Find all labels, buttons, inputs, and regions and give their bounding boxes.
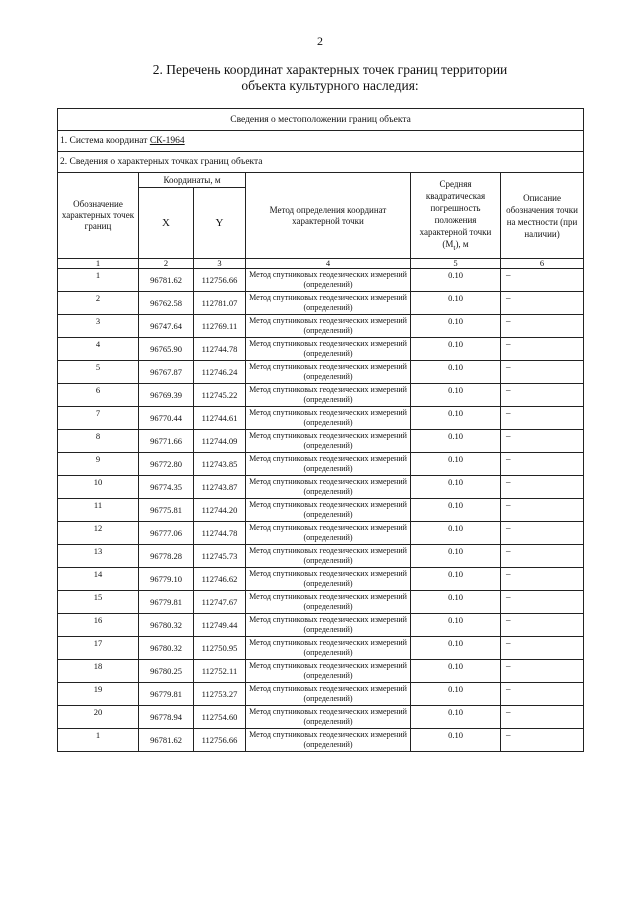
cell-x: 96781.62 [139,269,194,292]
section-header: Сведения о местоположении границ объекта [58,109,584,131]
cell-description: – [501,269,584,292]
cell-y: 112750.95 [194,637,246,660]
cell-description: – [501,729,584,752]
cell-point: 1 [58,269,139,292]
cell-method: Метод спутниковых геодезических измерений (определений) [246,683,411,706]
page-number: 2 [317,34,323,48]
cell-x: 96779.81 [139,591,194,614]
cell-x: 96774.35 [139,476,194,499]
cell-point: 11 [58,499,139,522]
title-line-2: объекта культурного наследия: [241,78,419,93]
table-row [58,499,584,522]
cell-description: – [501,591,584,614]
cell-description: – [501,476,584,499]
cell-accuracy: 0.10 [411,637,501,660]
cell-x: 96778.94 [139,706,194,729]
cell-point: 19 [58,683,139,706]
cell-y: 112747.67 [194,591,246,614]
cell-method: Метод спутниковых геодезических измерений (определений) [246,384,411,407]
table-row [58,660,584,683]
coord-system-label: 1. Система координат [60,136,148,146]
cell-point: 3 [58,315,139,338]
col-number: 5 [411,259,501,269]
cell-x: 96780.32 [139,637,194,660]
cell-x: 96779.81 [139,683,194,706]
cell-point: 9 [58,453,139,476]
cell-method: Метод спутниковых геодезических измерений (определений) [246,476,411,499]
col-number: 3 [194,259,246,269]
cell-method: Метод спутниковых геодезических измерений (определений) [246,453,411,476]
cell-description: – [501,407,584,430]
cell-description: – [501,568,584,591]
cell-x: 96780.25 [139,660,194,683]
cell-x: 96765.90 [139,338,194,361]
cell-description: – [501,384,584,407]
cell-method: Метод спутниковых геодезических измерений (определений) [246,522,411,545]
table-row [58,637,584,660]
cell-y: 112744.20 [194,499,246,522]
cell-description: – [501,545,584,568]
cell-point: 5 [58,361,139,384]
cell-accuracy: 0.10 [411,545,501,568]
cell-y: 112753.27 [194,683,246,706]
cell-accuracy: 0.10 [411,591,501,614]
cell-point: 6 [58,384,139,407]
column-numbers-row [58,259,584,269]
cell-description: – [501,453,584,476]
col-header-coords: Координаты, м [139,173,246,188]
document-title [110,62,550,94]
cell-description: – [501,292,584,315]
cell-x: 96775.81 [139,499,194,522]
table-row [58,407,584,430]
table-row [58,476,584,499]
col-header-point: Обозначение характерных точек границ [58,173,139,259]
cell-x: 96779.10 [139,568,194,591]
cell-x: 96777.06 [139,522,194,545]
table-row [58,706,584,729]
cell-accuracy: 0.10 [411,729,501,752]
cell-y: 112743.85 [194,453,246,476]
table-row [58,545,584,568]
cell-point: 20 [58,706,139,729]
cell-method: Метод спутниковых геодезических измерений (определений) [246,407,411,430]
cell-description: – [501,430,584,453]
cell-point: 2 [58,292,139,315]
cell-point: 1 [58,729,139,752]
cell-x: 96780.32 [139,614,194,637]
table-row [58,453,584,476]
cell-method: Метод спутниковых геодезических измерений (определений) [246,706,411,729]
cell-accuracy: 0.10 [411,407,501,430]
cell-method: Метод спутниковых геодезических измерений (определений) [246,430,411,453]
cell-accuracy: 0.10 [411,683,501,706]
cell-method: Метод спутниковых геодезических измерений (определений) [246,568,411,591]
cell-accuracy: 0.10 [411,292,501,315]
col-number: 4 [246,259,411,269]
cell-y: 112744.61 [194,407,246,430]
cell-point: 4 [58,338,139,361]
cell-y: 112746.24 [194,361,246,384]
table-row [58,522,584,545]
cell-y: 112743.87 [194,476,246,499]
coordinates-table [57,108,584,752]
cell-method: Метод спутниковых геодезических измерений (определений) [246,729,411,752]
table-row [58,683,584,706]
cell-y: 112756.66 [194,729,246,752]
cell-point: 16 [58,614,139,637]
cell-method: Метод спутниковых геодезических измерений (определений) [246,269,411,292]
cell-accuracy: 0.10 [411,499,501,522]
cell-y: 112752.11 [194,660,246,683]
coord-system-row [58,131,584,152]
cell-y: 112746.62 [194,568,246,591]
table-row [58,729,584,752]
cell-x: 96762.58 [139,292,194,315]
cell-description: – [501,637,584,660]
cell-y: 112745.22 [194,384,246,407]
cell-accuracy: 0.10 [411,522,501,545]
cell-x: 96778.28 [139,545,194,568]
cell-description: – [501,683,584,706]
col-header-y: Y [194,188,246,259]
col-number: 6 [501,259,584,269]
col-header-x: X [139,188,194,259]
cell-y: 112769.11 [194,315,246,338]
cell-description: – [501,338,584,361]
cell-description: – [501,522,584,545]
table-row [58,591,584,614]
cell-y: 112745.73 [194,545,246,568]
cell-y: 112756.66 [194,269,246,292]
cell-point: 12 [58,522,139,545]
cell-accuracy: 0.10 [411,269,501,292]
table-row [58,361,584,384]
table-row [58,430,584,453]
table-row [58,384,584,407]
col-header-accuracy: Средняя квадратическая погрешность положения характерной точки $(M_t)$, м [411,173,501,259]
cell-x: 96781.62 [139,729,194,752]
points-header: 2. Сведения о характерных точках границ объекта [58,152,584,173]
cell-x: 96769.39 [139,384,194,407]
coord-system-name: СК-1964 [149,136,185,146]
title-line-1: 2. Перечень координат характерных точек границ территории [152,62,508,77]
col-number: 1 [58,259,139,269]
cell-description: – [501,361,584,384]
cell-x: 96767.87 [139,361,194,384]
cell-point: 10 [58,476,139,499]
cell-accuracy: 0.10 [411,614,501,637]
cell-point: 15 [58,591,139,614]
cell-accuracy: 0.10 [411,453,501,476]
cell-accuracy: 0.10 [411,430,501,453]
cell-method: Метод спутниковых геодезических измерений (определений) [246,614,411,637]
cell-description: – [501,315,584,338]
cell-accuracy: 0.10 [411,568,501,591]
cell-method: Метод спутниковых геодезических измерений (определений) [246,545,411,568]
cell-method: Метод спутниковых геодезических измерений (определений) [246,591,411,614]
table-row [58,292,584,315]
cell-description: – [501,706,584,729]
cell-point: 7 [58,407,139,430]
cell-method: Метод спутниковых геодезических измерений (определений) [246,361,411,384]
col-header-description: Описание обозначения точки на местности (при наличии) [501,173,584,259]
cell-y: 112781.07 [194,292,246,315]
cell-method: Метод спутниковых геодезических измерений (определений) [246,338,411,361]
cell-point: 17 [58,637,139,660]
cell-description: – [501,614,584,637]
cell-method: Метод спутниковых геодезических измерений (определений) [246,660,411,683]
cell-accuracy: 0.10 [411,315,501,338]
cell-y: 112749.44 [194,614,246,637]
cell-method: Метод спутниковых геодезических измерений (определений) [246,499,411,522]
cell-accuracy: 0.10 [411,384,501,407]
cell-accuracy: 0.10 [411,361,501,384]
cell-method: Метод спутниковых геодезических измерений (определений) [246,637,411,660]
table-row [58,614,584,637]
cell-x: 96772.80 [139,453,194,476]
cell-accuracy: 0.10 [411,660,501,683]
cell-description: – [501,499,584,522]
cell-x: 96747.64 [139,315,194,338]
cell-accuracy: 0.10 [411,338,501,361]
cell-point: 18 [58,660,139,683]
cell-point: 8 [58,430,139,453]
cell-y: 112744.09 [194,430,246,453]
cell-method: Метод спутниковых геодезических измерений (определений) [246,315,411,338]
cell-point: 14 [58,568,139,591]
cell-accuracy: 0.10 [411,706,501,729]
table-row [58,269,584,292]
cell-x: 96771.66 [139,430,194,453]
table-row [58,338,584,361]
cell-description: – [501,660,584,683]
cell-y: 112744.78 [194,338,246,361]
table-row [58,315,584,338]
cell-point: 13 [58,545,139,568]
table-row [58,568,584,591]
col-number: 2 [139,259,194,269]
cell-method: Метод спутниковых геодезических измерений (определений) [246,292,411,315]
cell-x: 96770.44 [139,407,194,430]
cell-y: 112744.78 [194,522,246,545]
cell-y: 112754.60 [194,706,246,729]
col-header-method: Метод определения координат характерной точки [246,173,411,259]
cell-accuracy: 0.10 [411,476,501,499]
